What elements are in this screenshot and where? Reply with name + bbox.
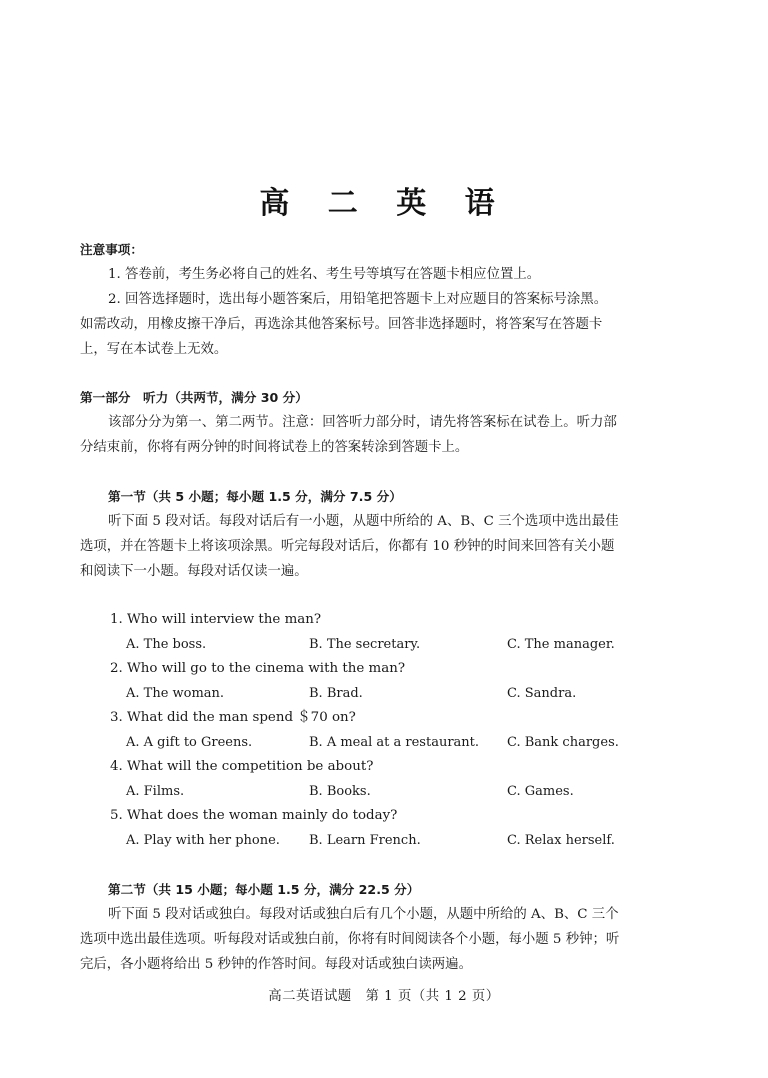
section1-heading: 第一节（共 5 小题；每小题 1.5 分，满分 7.5 分）: [108, 489, 402, 504]
notice-heading: 注意事项：: [80, 242, 143, 257]
section2-heading: 第二节（共 15 小题；每小题 1.5 分，满分 22.5 分）: [108, 882, 420, 897]
question-1: 1. Who will interview the man?: [110, 612, 322, 627]
section2-desc-line-1: 听下面 5 段对话或独白。每段对话或独白后有几个小题，从题中所给的 A、B、C 三个: [108, 907, 619, 922]
section2-desc-line-3: 完后，各小题将给出 5 秒钟的作答时间。每段对话或独白读两遍。: [80, 957, 472, 972]
question-5: 5. What does the woman mainly do today?: [110, 808, 398, 823]
question-3-option-c: C. Bank charges.: [507, 735, 619, 750]
question-3-option-a: A. A gift to Greens.: [126, 735, 253, 750]
question-2-option-c: C. Sandra.: [507, 686, 577, 701]
part1-desc-line-2: 分结束前，你将有两分钟的时间将试卷上的答案转涂到答题卡上。: [80, 440, 469, 455]
question-1-option-b: B. The secretary.: [309, 637, 421, 652]
part1-desc-line-1: 该部分分为第一、第二两节。注意：回答听力部分时，请先将答案标在试卷上。听力部: [108, 415, 617, 430]
question-5-option-c: C. Relax herself.: [507, 833, 615, 848]
page-footer: 高二英语试题 第 1 页（共 1 2 页）: [268, 989, 500, 1004]
question-1-option-a: A. The boss.: [126, 637, 207, 652]
question-2-option-a: A. The woman.: [126, 686, 225, 701]
question-3-option-b: B. A meal at a restaurant.: [309, 735, 480, 750]
question-1-option-c: C. The manager.: [507, 637, 615, 652]
notice-item-1: 1. 答卷前，考生务必将自己的姓名、考生号等填写在答题卡相应位置上。: [108, 267, 541, 282]
section2-desc-line-2: 选项中选出最佳选项。听每段对话或独白前，你将有时间阅读各个小题，每小题 5 秒钟；听: [80, 932, 620, 947]
notice-item-2-line-3: 上，写在本试卷上无效。: [80, 342, 228, 357]
question-5-option-a: A. Play with her phone.: [126, 833, 280, 848]
question-2: 2. Who will go to the cinema with the man?: [110, 661, 406, 676]
question-4-option-b: B. Books.: [309, 784, 371, 799]
question-4: 4. What will the competition be about?: [110, 759, 374, 774]
question-4-option-c: C. Games.: [507, 784, 574, 799]
notice-item-2-line-2: 如需改动，用橡皮擦干净后，再选涂其他答案标号。回答非选择题时，将答案写在答题卡: [80, 317, 603, 332]
part1-heading: 第一部分 听力（共两节，满分 30 分）: [80, 390, 308, 405]
notice-item-2-line-1: 2. 回答选择题时，选出每小题答案后，用铅笔把答题卡上对应题目的答案标号涂黑。: [108, 292, 608, 307]
question-4-option-a: A. Films.: [126, 784, 185, 799]
section1-desc-line-2: 选项，并在答题卡上将该项涂黑。听完每段对话后，你都有 10 秒钟的时间来回答有关小题: [80, 539, 615, 554]
section1-desc-line-3: 和阅读下一小题。每段对话仅读一遍。: [80, 564, 308, 579]
section1-desc-line-1: 听下面 5 段对话。每段对话后有一小题，从题中所给的 A、B、C 三个选项中选出最佳: [108, 514, 619, 529]
page-title: 高 二 英 语: [259, 186, 509, 221]
question-5-option-b: B. Learn French.: [309, 833, 421, 848]
question-2-option-b: B. Brad.: [309, 686, 363, 701]
question-3: 3. What did the man spend ＄70 on?: [110, 710, 356, 725]
